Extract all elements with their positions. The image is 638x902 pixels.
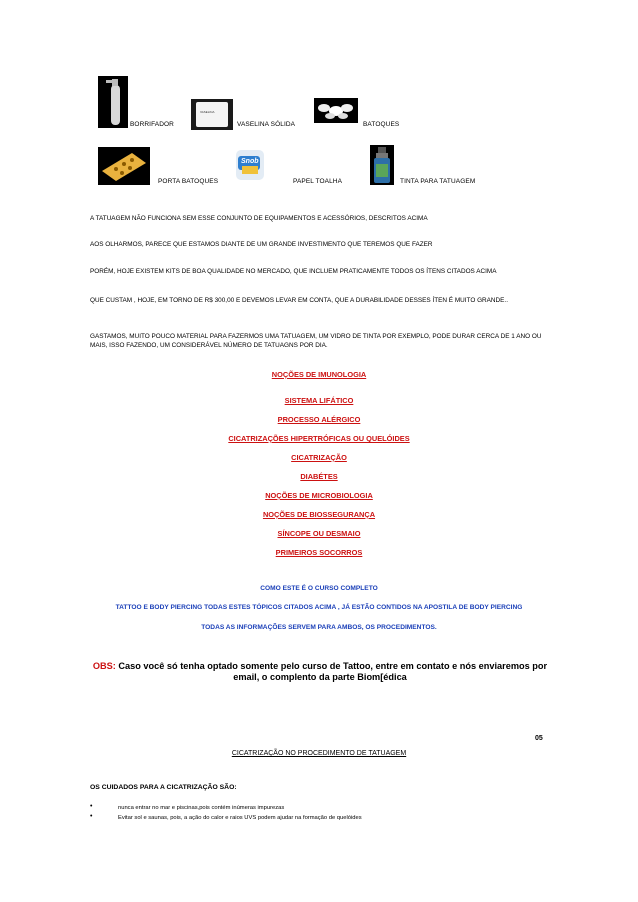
- topic-biosseguranca-link[interactable]: NOÇÕES DE BIOSSEGURANÇA: [262, 510, 376, 519]
- tinta-image: [370, 145, 394, 185]
- topic-queloides-link[interactable]: CICATRIZAÇÕES HIPERTRÓFICAS OU QUELÓIDES: [228, 434, 410, 443]
- topic-imunologia-link[interactable]: NOÇÕES DE IMUNOLOGIA: [271, 370, 367, 379]
- topic-sistema-lifatico-link[interactable]: SISTEMA LIFÁTICO: [284, 396, 354, 405]
- paragraph-4: QUE CUSTAM , HOJE, EM TORNO DE R$ 300,00 E DEVEMOS LEVAR EM CONTA, QUE A DURABILIDADE DESSES ÍTEN É MUITO GRANDE..: [90, 297, 508, 304]
- topic-diabetes-link[interactable]: DIABÉTES: [300, 472, 338, 481]
- paragraph-2: AOS OLHARMOS, PARECE QUE ESTAMOS DIANTE DE UM GRANDE INVESTIMENTO QUE TEREMOS QUE FAZER: [90, 241, 433, 248]
- vaselina-label: VASELINA SÓLIDA: [237, 121, 296, 128]
- vaselina-pack-text: VASELINA: [200, 110, 215, 114]
- batoques-image: [314, 98, 358, 123]
- obs-text-2: email, o complento da parte Biom[édica: [233, 672, 407, 682]
- papel-toalha-logo: Snob: [241, 158, 259, 165]
- porta-batoques-image: [98, 147, 150, 185]
- topic-sincope-link[interactable]: SÍNCOPE OU DESMAIO: [277, 529, 361, 538]
- vaselina-image: [191, 99, 233, 130]
- batoques-label: BATOQUES: [363, 121, 400, 128]
- porta-batoques-label: PORTA BATOQUES: [158, 178, 219, 185]
- course-line-3: TODAS AS INFORMAÇÕES SERVEM PARA AMBOS, OS PROCEDIMENTOS.: [201, 624, 437, 631]
- care-bullet-2: Evitar sol e saunas, pois, a ação do calor e raios UVS podem ajudar na formação de quelóides: [118, 815, 362, 821]
- page-number: 05: [535, 735, 543, 742]
- paragraph-1: A TATUAGEM NÃO FUNCIONA SEM ESSE CONJUNTO DE EQUIPAMENTOS E ACESSÓRIOS, DESCRITOS ACIMA: [90, 215, 428, 222]
- course-line-2: TATTOO E BODY PIERCING TODAS ESTES TÓPICOS CITADOS ACIMA , JÁ ESTÃO CONTIDOS NA APOSTILA DE BODY PIERCING: [115, 604, 523, 611]
- papel-toalha-image: [232, 148, 268, 182]
- care-bullet-1: nunca entrar no mar e piscinas,pois contém inúmeras impurezas: [118, 805, 285, 811]
- topic-processo-alergico-link[interactable]: PROCESSO ALÉRGICO: [277, 415, 361, 424]
- care-heading: OS CUIDADOS PARA A CICATRIZAÇÃO SÃO:: [90, 784, 237, 791]
- topic-cicatrizacao-link[interactable]: CICATRIZAÇÃO: [291, 453, 347, 462]
- obs-note: [60, 661, 580, 683]
- borrifador-image: [98, 76, 128, 128]
- topic-microbiologia-link[interactable]: NOÇÕES DE MICROBIOLOGIA: [265, 491, 373, 500]
- obs-text-1: Caso você só tenha optado somente pelo curso de Tattoo, entre em contato e nós enviaremos por: [115, 661, 548, 671]
- paragraph-3: PORÉM, HOJE EXISTEM KITS DE BOA QUALIDADE NO MERCADO, QUE INCLUEM PRATICAMENTE TODOS OS ÍTENS CITADOS ACIMA: [90, 268, 497, 275]
- topic-primeiros-socorros-link[interactable]: PRIMEIROS SOCORROS: [275, 548, 363, 557]
- borrifador-label: BORRIFADOR: [130, 121, 174, 128]
- paragraph-5: GASTAMOS, MUITO POUCO MATERIAL PARA FAZERMOS UMA TATUAGEM, UM VIDRO DE TINTA POR EXEMPLO, PODE DURAR CERCA DE 1 ANO OU MAIS, ISSO FAZENDO, UM CONSIDERÁVEL NÚMERO DE TATUAGNS POR DIA.: [90, 333, 542, 349]
- bullet-dot-1: •: [90, 803, 93, 810]
- tinta-label: TINTA PARA TATUAGEM: [400, 178, 476, 185]
- course-line-1: COMO ESTE É O CURSO COMPLETO: [260, 585, 378, 592]
- obs-label: OBS:: [92, 661, 116, 671]
- papel-toalha-label: PAPEL TOALHA: [293, 178, 343, 185]
- section-title: CICATRIZAÇÃO NO PROCEDIMENTO DE TATUAGEM: [231, 750, 407, 757]
- bullet-dot-2: •: [90, 813, 93, 820]
